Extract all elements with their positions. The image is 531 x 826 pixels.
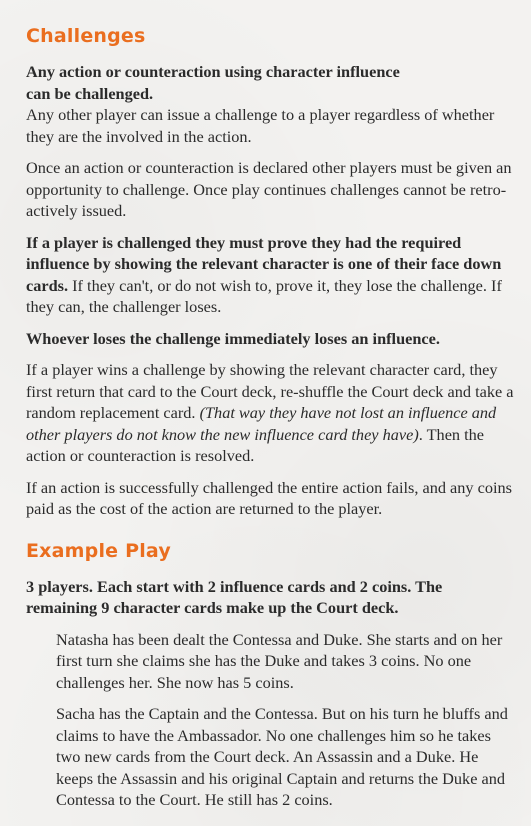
challenge-rule-paragraph	[26, 61, 517, 104]
example-natasha-paragraph: Natasha has been dealt the Contessa and Duke. She starts and on her first turn she claims she has the Duke and takes 3 coins. No one challenges her. She now has 5 coins.	[56, 629, 503, 692]
challenge-rule-bold-line-1: Any action or counteraction using character influence	[26, 62, 400, 81]
example-intro-paragraph: 3 players. Each start with 2 influence cards and 2 coins. The remaining 9 character cards make up the Court deck.	[26, 576, 443, 617]
challenge-rule-bold-line-2: can be challenged.	[26, 83, 154, 103]
example-sacha-paragraph: Sacha has the Captain and the Contessa. But on his turn he bluffs and claims to have the Ambassador. No one challenges him so he takes two new cards from the Court deck. An Assassin and a Duke. He keeps the Assassin and his original Captain and returns the Duke and Contessa to the Court. He still has 2 coins.	[56, 704, 508, 809]
example-play-heading: Example Play	[26, 539, 171, 562]
challenge-timing-paragraph: Once an action or counteraction is declared other players must be given an opportunity to challenge. Once play continues challenges cannot be retro-actively issued.	[26, 158, 512, 220]
challenge-proof-bold: If a player is challenged they must prove they had the required influence by showing the relevant character is one of their face down cards.	[26, 232, 502, 295]
challenge-win-italic: (That way they have not lost an influence and other players do not know the new influence card they have)	[26, 403, 497, 444]
challenge-fail-paragraph: If an action is successfully challenged the entire action fails, and any coins paid as the cost of the action are returned to the player.	[26, 477, 513, 518]
challenges-heading: Challenges	[26, 25, 146, 47]
challenge-win-text-b: . Then the action or counteraction is resolved.	[26, 424, 485, 465]
challenge-win-paragraph	[26, 359, 517, 467]
challenge-win-text-a: If a player wins a challenge by showing the relevant character card, they first return that card to the Court deck, re-shuffle the Court deck and take a random replacement card.	[26, 360, 514, 422]
challenge-proof-paragraph	[26, 232, 517, 318]
challenge-anyone-paragraph: Any other player can issue a challenge to a player regardless of whether they are the involved in the action.	[26, 105, 495, 146]
challenge-loser-paragraph: Whoever loses the challenge immediately loses an influence.	[26, 328, 440, 348]
challenge-proof-text: If they can't, or do not wish to, prove it, they lose the challenge. If they can, the challenger loses.	[26, 275, 502, 316]
